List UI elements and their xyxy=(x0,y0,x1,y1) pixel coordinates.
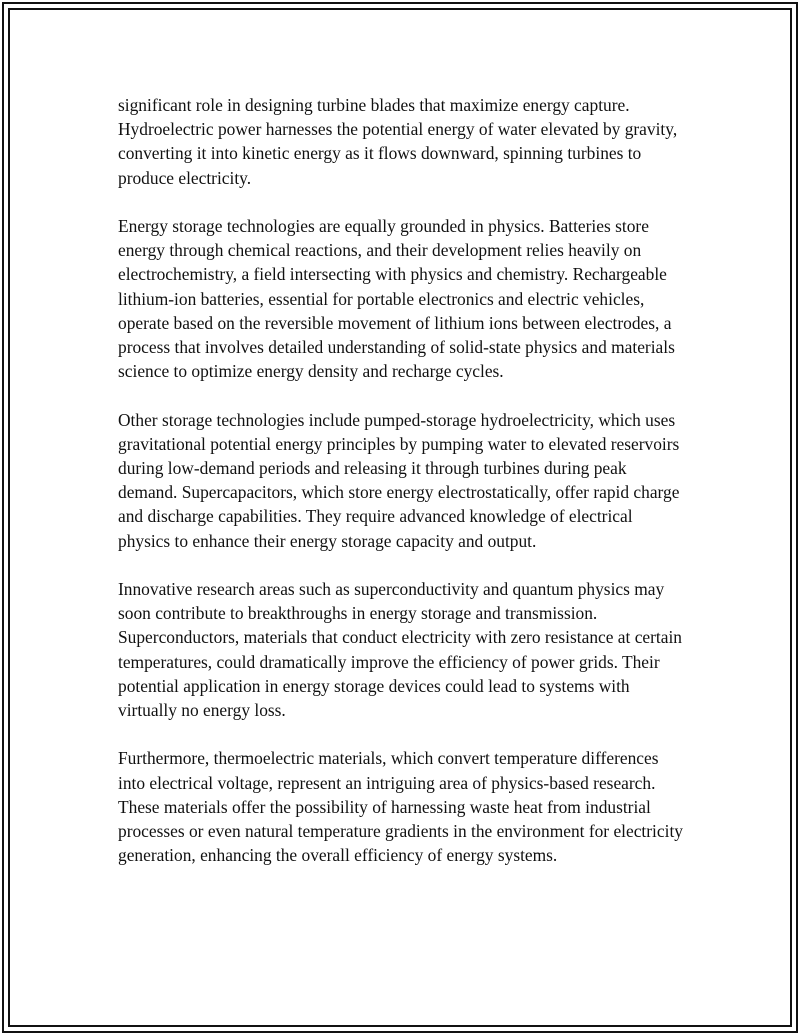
paragraph-thermoelectric: Furthermore, thermoelectric materials, which convert temperature differences into electrical voltage, represent an intriguing area of physics-based research. These materials offer the possibility of harnessing waste heat from industrial processes or even natural temperature gradients in the environment for electricity generation, enhancing the overall efficiency of energy systems. xyxy=(118,748,683,866)
paragraph-superconductivity: Innovative research areas such as superconductivity and quantum physics may soon contribute to breakthroughs in energy storage and transmission. Superconductors, materials that conduct electricity with zero resistance at certain temperatures, could dramatically improve the efficiency of power grids. Their potential application in energy storage devices could lead to systems with virtually no energy loss. xyxy=(118,579,682,721)
paragraph-hydroelectric: significant role in designing turbine blades that maximize energy capture. Hydroelectric power harnesses the potential energy of water elevated by gravity, converting it into kinetic energy as it flows downward, spinning turbines to produce electricity. xyxy=(118,95,678,188)
document-body xyxy=(118,93,688,892)
paragraph-other-storage: Other storage technologies include pumped-storage hydroelectricity, which uses gravitational potential energy principles by pumping water to elevated reservoirs during low-demand periods and releasing it through turbines during peak demand. Supercapacitors, which store energy electrostatically, offer rapid charge and discharge capabilities. They require advanced knowledge of electrical physics to enhance their energy storage capacity and output. xyxy=(118,409,680,551)
paragraph-energy-storage: Energy storage technologies are equally grounded in physics. Batteries store energy through chemical reactions, and their development relies heavily on electrochemistry, a field intersecting with physics and chemistry. Rechargeable lithium-ion batteries, essential for portable electronics and electric vehicles, operate based on the reversible movement of lithium ions between electrodes, a process that involves detailed understanding of solid-state physics and materials science to optimize energy density and recharge cycles. xyxy=(118,216,675,382)
